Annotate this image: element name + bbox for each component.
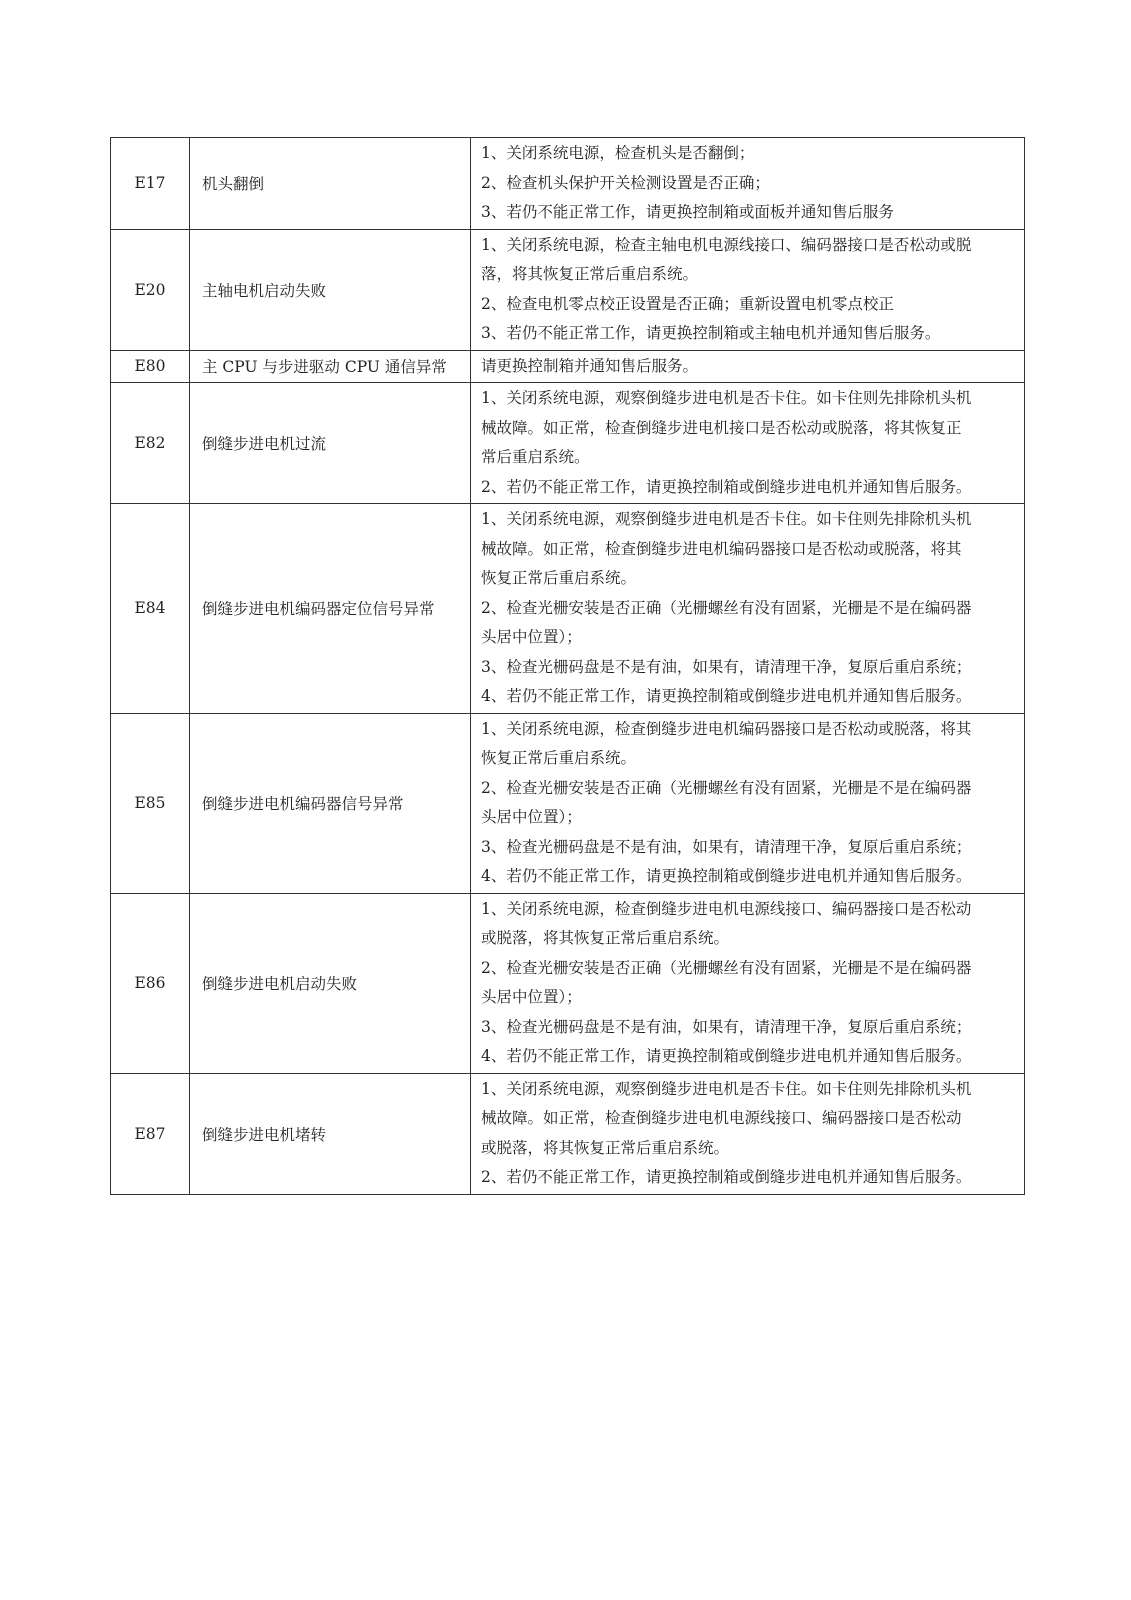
solution-line: 1、关闭系统电源，观察倒缝步进电机是否卡住。如卡住则先排除机头机 (481, 1079, 972, 1098)
solution-line: 2、检查机头保护开关检测设置是否正确； (481, 173, 770, 192)
error-code-cell: E17 (111, 138, 190, 230)
table-row (111, 229, 1025, 350)
solution-line: 械故障。如正常，检查倒缝步进电机接口是否松动或脱落，将其恢复正 (481, 418, 962, 437)
solution-line: 械故障。如正常，检查倒缝步进电机编码器接口是否松动或脱落，将其 (481, 539, 962, 558)
solution-line: 或脱落，将其恢复正常后重启系统。 (481, 929, 730, 947)
solution-cell (471, 383, 1025, 504)
table-row (111, 350, 1025, 383)
solution-line: 1、关闭系统电源，检查机头是否翻倒； (481, 144, 755, 162)
solution-line: 械故障。如正常，检查倒缝步进电机电源线接口、编码器接口是否松动 (481, 1109, 962, 1127)
solution-line: 4、若仍不能正常工作，请更换控制箱或倒缝步进电机并通知售后服务。 (481, 867, 972, 885)
solution-line: 3、若仍不能正常工作，请更换控制箱或面板并通知售后服务 (481, 203, 894, 221)
fault-name-cell: 倒缝步进电机过流 (190, 383, 471, 504)
solution-line: 1、关闭系统电源，检查倒缝步进电机编码器接口是否松动或脱落，将其 (481, 719, 972, 738)
table-row (111, 893, 1025, 1073)
solution-cell (471, 1073, 1025, 1194)
solution-line: 2、若仍不能正常工作，请更换控制箱或倒缝步进电机并通知售后服务。 (481, 1168, 972, 1186)
table-row (111, 504, 1025, 714)
fault-name-cell: 倒缝步进电机堵转 (190, 1073, 471, 1194)
solution-line: 1、关闭系统电源，检查主轴电机电源线接口、编码器接口是否松动或脱 (481, 235, 972, 254)
fault-name-cell: 主轴电机启动失败 (190, 229, 471, 350)
solution-cell (471, 350, 1025, 383)
fault-name-cell: 主 CPU 与步进驱动 CPU 通信异常 (190, 350, 471, 383)
solution-line: 恢复正常后重启系统。 (481, 749, 637, 767)
error-code-cell: E84 (111, 504, 190, 714)
solution-line: 头居中位置）； (481, 808, 582, 826)
solution-line: 4、若仍不能正常工作，请更换控制箱或倒缝步进电机并通知售后服务。 (481, 687, 972, 705)
solution-cell (471, 504, 1025, 714)
error-code-cell: E82 (111, 383, 190, 504)
table-row (111, 713, 1025, 893)
solution-line: 头居中位置）； (481, 988, 582, 1006)
solution-cell (471, 229, 1025, 350)
solution-line: 2、检查光栅安装是否正确（光栅螺丝有没有固紧，光栅是不是在编码器 (481, 958, 972, 977)
table-row (111, 1073, 1025, 1194)
error-code-cell: E80 (111, 350, 190, 383)
error-code-cell: E85 (111, 713, 190, 893)
error-code-cell: E20 (111, 229, 190, 350)
solution-line: 3、检查光栅码盘是不是有油，如果有，请清理干净，复原后重启系统； (481, 837, 972, 856)
fault-name-cell: 机头翻倒 (190, 138, 471, 230)
solution-line: 3、检查光栅码盘是不是有油，如果有，请清理干净，复原后重启系统； (481, 1017, 972, 1036)
solution-line: 头居中位置）； (481, 628, 582, 646)
solution-line: 1、关闭系统电源，观察倒缝步进电机是否卡住。如卡住则先排除机头机 (481, 510, 972, 528)
solution-line: 2、检查电机零点校正设置是否正确；重新设置电机零点校正 (481, 294, 894, 313)
solution-line: 恢复正常后重启系统。 (481, 569, 637, 587)
solution-line: 3、若仍不能正常工作，请更换控制箱或主轴电机并通知售后服务。 (481, 324, 941, 342)
error-code-cell: E86 (111, 893, 190, 1073)
error-code-table (110, 137, 1025, 1195)
table-row (111, 138, 1025, 230)
solution-cell (471, 893, 1025, 1073)
solution-line: 1、关闭系统电源，观察倒缝步进电机是否卡住。如卡住则先排除机头机 (481, 389, 972, 407)
table-row (111, 383, 1025, 504)
error-code-table-body (111, 138, 1025, 1195)
solution-line: 1、关闭系统电源，检查倒缝步进电机电源线接口、编码器接口是否松动 (481, 899, 972, 918)
fault-name-cell: 倒缝步进电机编码器定位信号异常 (190, 504, 471, 714)
solution-cell (471, 713, 1025, 893)
solution-line: 4、若仍不能正常工作，请更换控制箱或倒缝步进电机并通知售后服务。 (481, 1047, 972, 1065)
solution-cell (471, 138, 1025, 230)
solution-line: 请更换控制箱并通知售后服务。 (481, 356, 699, 375)
solution-line: 2、若仍不能正常工作，请更换控制箱或倒缝步进电机并通知售后服务。 (481, 477, 972, 496)
solution-line: 3、检查光栅码盘是不是有油，如果有，请清理干净，复原后重启系统； (481, 657, 972, 676)
solution-line: 常后重启系统。 (481, 448, 590, 466)
solution-line: 落，将其恢复正常后重启系统。 (481, 265, 699, 283)
error-code-cell: E87 (111, 1073, 190, 1194)
fault-name-cell: 倒缝步进电机编码器信号异常 (190, 713, 471, 893)
solution-line: 或脱落，将其恢复正常后重启系统。 (481, 1138, 730, 1157)
solution-line: 2、检查光栅安装是否正确（光栅螺丝有没有固紧，光栅是不是在编码器 (481, 598, 972, 617)
solution-line: 2、检查光栅安装是否正确（光栅螺丝有没有固紧，光栅是不是在编码器 (481, 778, 972, 797)
fault-name-cell: 倒缝步进电机启动失败 (190, 893, 471, 1073)
